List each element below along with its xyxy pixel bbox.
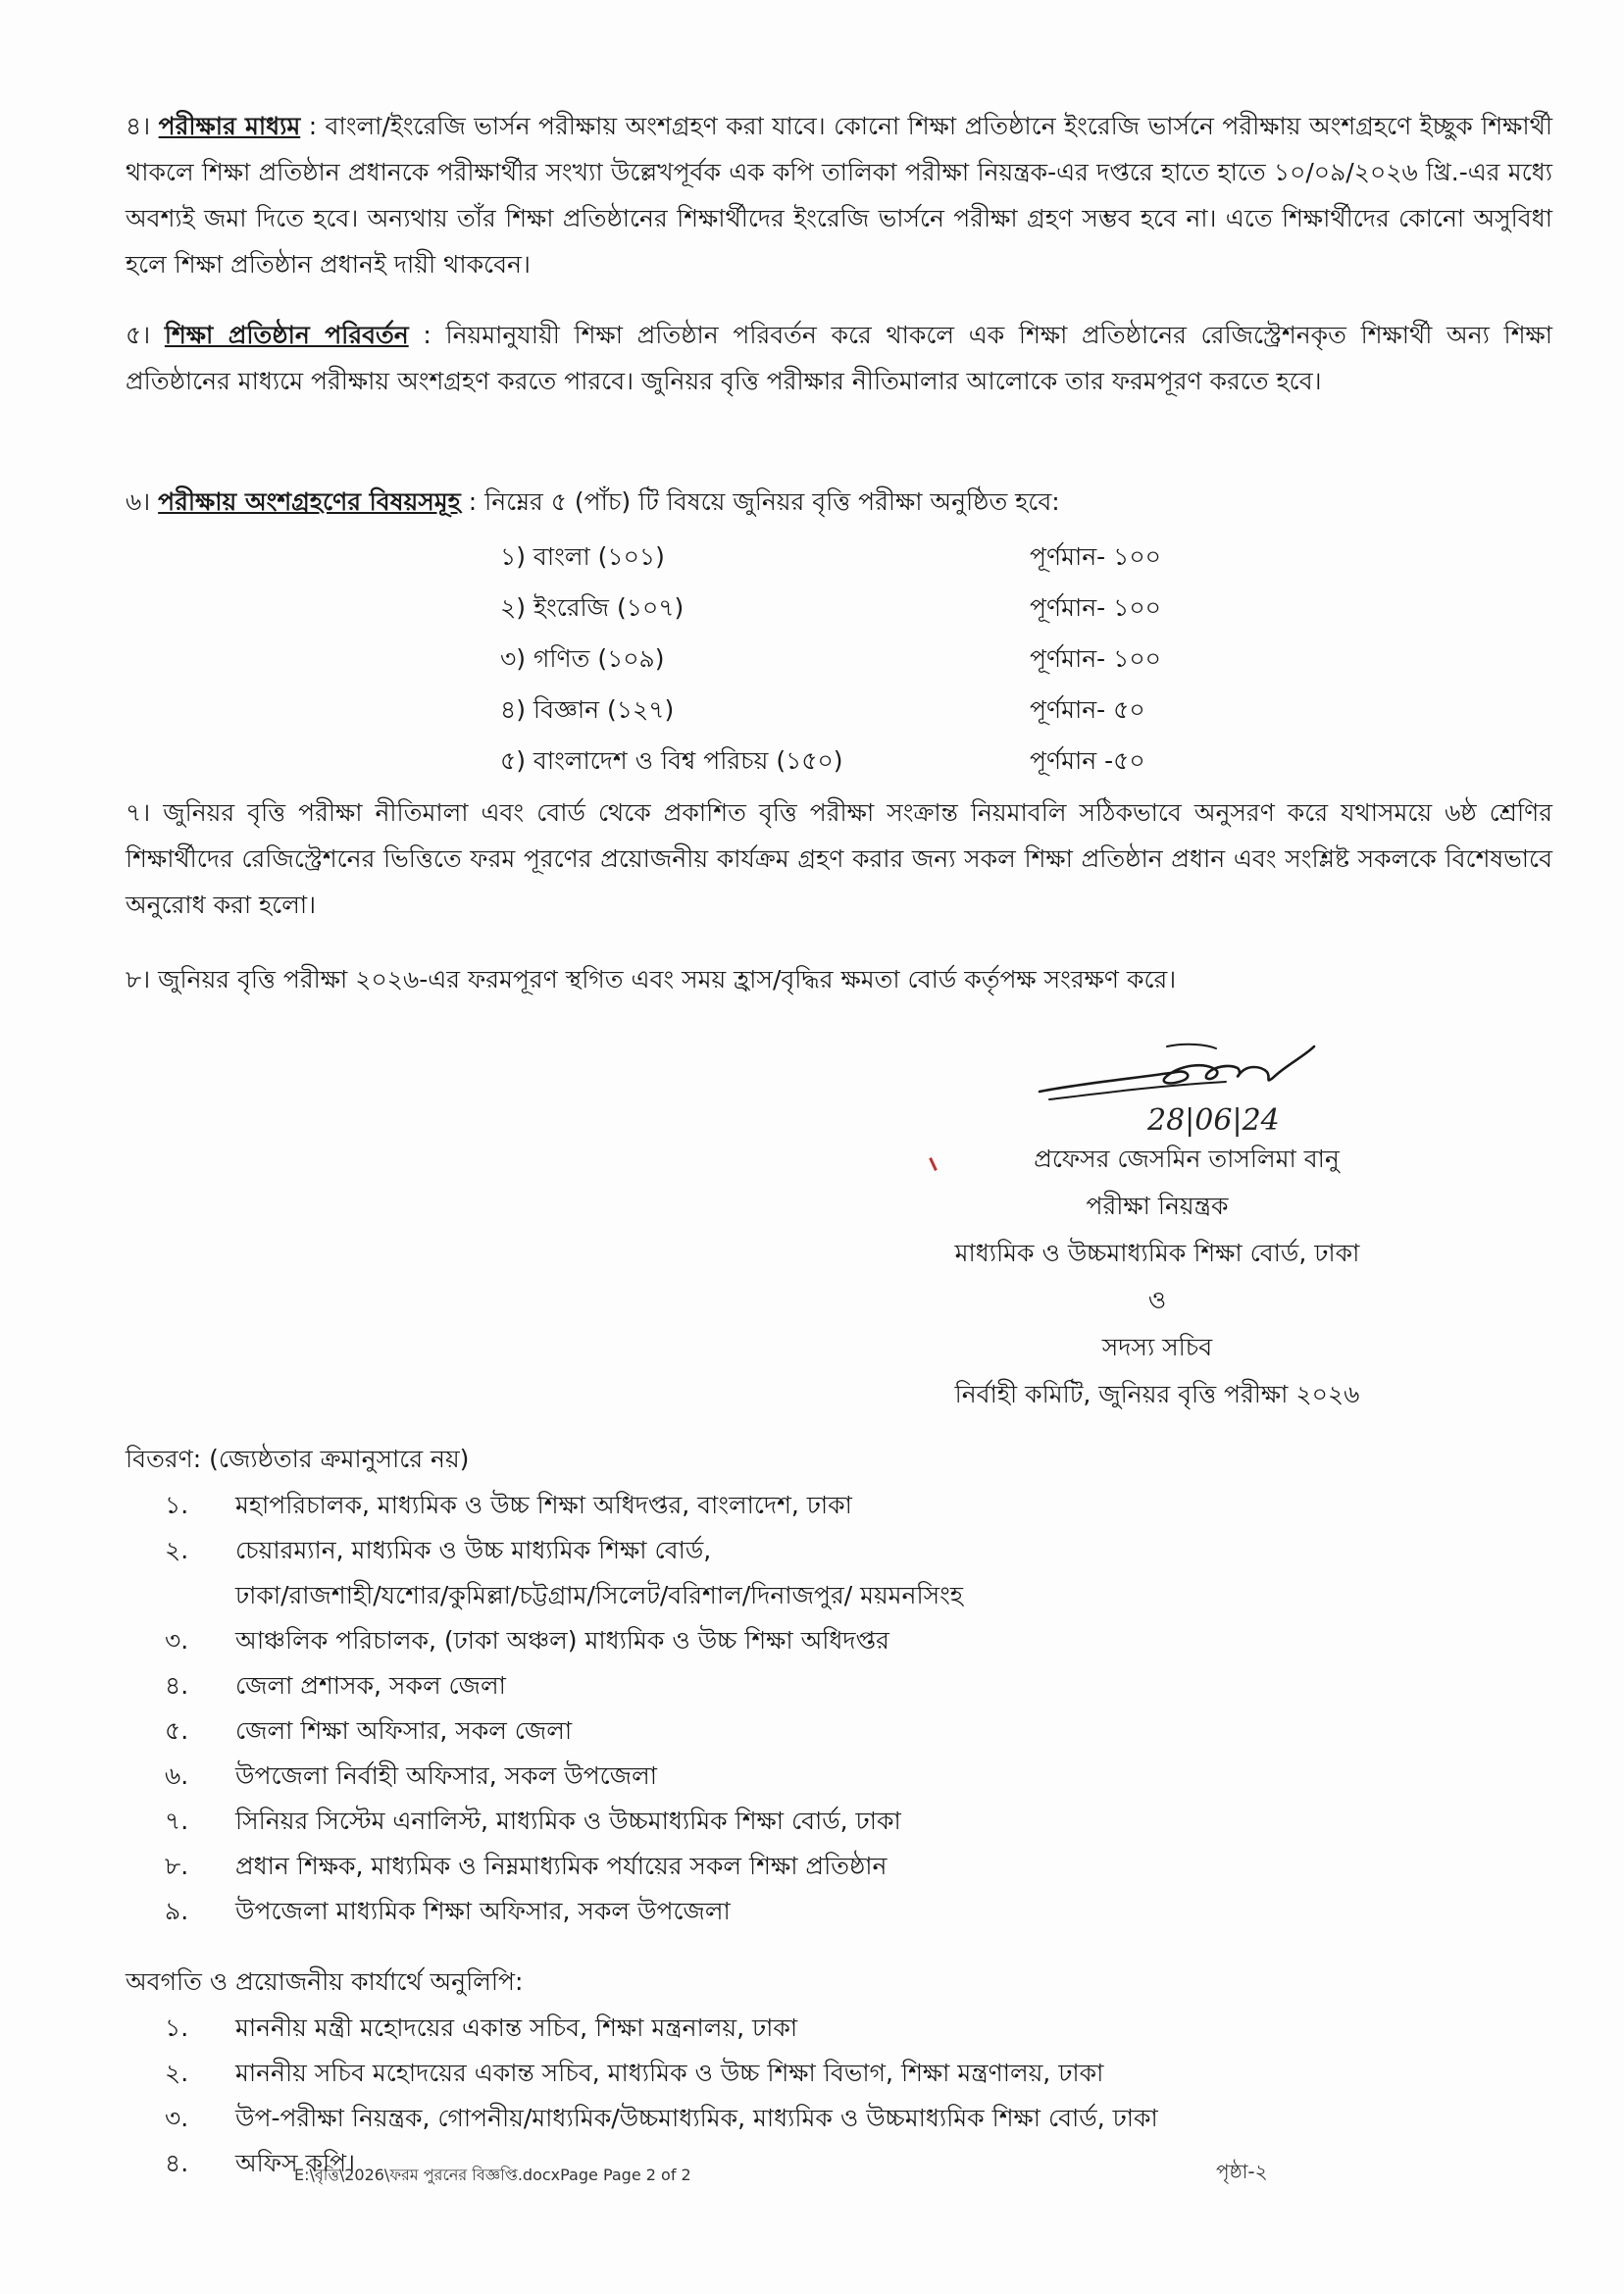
clause-number: ৪। <box>126 112 151 140</box>
handwritten-signature <box>1020 1035 1334 1143</box>
clause-heading: পরীক্ষার মাধ্যম <box>158 112 301 140</box>
list-item <box>165 2051 1538 2096</box>
subjects-list <box>500 532 1206 787</box>
clause-5 <box>126 312 1552 404</box>
item-number: ৩. <box>165 2104 189 2132</box>
item-number: ৯. <box>165 1897 189 1925</box>
clause-8 <box>126 956 1552 1002</box>
subject-marks: পূর্ণমান- ১০০ <box>1030 644 1161 673</box>
item-number: ৮. <box>165 1852 189 1880</box>
item-number: ৪. <box>165 1671 189 1700</box>
signatory-block <box>863 1136 1451 1418</box>
clause-number: ৫। <box>126 321 151 349</box>
item-text: সিনিয়র সিস্টেম এনালিস্ট, মাধ্যমিক ও উচ্চমাধ্যমিক শিক্ষা বোর্ড, ঢাকা <box>235 1807 901 1835</box>
signatory-title: পরীক্ষা নিয়ন্ত্রক <box>1086 1192 1229 1220</box>
subject-marks: পূর্ণমান- ১০০ <box>1030 593 1161 622</box>
clause-4 <box>126 103 1552 287</box>
page-number: পৃষ্ঠা-২ <box>1216 2160 1268 2183</box>
list-item <box>165 1799 1538 1844</box>
copies-list <box>165 2006 1538 2186</box>
subject-name: ১) বাংলা (১০১) <box>500 542 665 571</box>
item-text: জেলা প্রশাসক, সকল জেলা <box>235 1671 506 1700</box>
clause-7 <box>126 790 1552 928</box>
item-number: ৩. <box>165 1626 189 1655</box>
signature-date: 28|06|24 <box>1147 1103 1280 1138</box>
clause-text: : বাংলা/ইংরেজি ভার্সন পরীক্ষায় অংশগ্রহণ করা যাবে। কোনো শিক্ষা প্রতিষ্ঠানে ইংরেজি ভার্সনে পরীক্ষায় অংশগ্রহণে ইচ্ছুক শিক্ষার্থী থাকলে শিক্ষা প্রতিষ্ঠান প্রধানকে পরীক্ষার্থীর সংখ্যা উল্লেখপূর্বক এক কপি তালিকা পরীক্ষা নিয়ন্ত্রক-এর দপ্তরে হাতে হাতে ১০/০৯/২০২৬ খ্রি.-এর মধ্যে অবশ্যই জমা দিতে হবে। অন্যথায় তাঁর শিক্ষা প্রতিষ্ঠানের শিক্ষার্থীদের ইংরেজি ভার্সনে পরীক্ষা গ্রহণ সম্ভব হবে না। এতে শিক্ষার্থীদের কোনো অসুবিধা হলে শিক্ষা প্রতিষ্ঠান প্রধানই দায়ী থাকবেন। <box>126 112 1553 279</box>
subject-name: ৩) গণিত (১০৯) <box>500 644 665 673</box>
subject-marks: পূর্ণমান- ৫০ <box>1030 695 1145 724</box>
item-text: আঞ্চলিক পরিচালক, (ঢাকা অঞ্চল) মাধ্যমিক ও উচ্চ শিক্ষা অধিদপ্তর <box>235 1626 889 1655</box>
subject-row <box>500 736 1206 787</box>
subject-row <box>500 685 1206 736</box>
item-number <box>165 1573 235 1618</box>
signatory-committee: নির্বাহী কমিটি, জুনিয়র বৃত্তি পরীক্ষা ২০২৬ <box>954 1380 1360 1408</box>
clause-6 <box>126 479 1552 525</box>
item-number: ৬. <box>165 1761 189 1790</box>
item-text: মাননীয় মন্ত্রী মহোদয়ের একান্ত সচিব, শিক্ষা মন্ত্রনালয়, ঢাকা <box>235 2014 798 2042</box>
item-number: ১. <box>165 2014 189 2042</box>
item-text: মহাপরিচালক, মাধ্যমিক ও উচ্চ শিক্ষা অধিদপ্তর, বাংলাদেশ, ঢাকা <box>235 1491 852 1519</box>
item-text: চেয়ারম্যান, মাধ্যমিক ও উচ্চ মাধ্যমিক শিক্ষা বোর্ড, <box>235 1536 712 1564</box>
item-text: জেলা শিক্ষা অফিসার, সকল জেলা <box>235 1716 573 1745</box>
item-number: ৫. <box>165 1716 189 1745</box>
clause-text: : নিম্নের ৫ (পাঁচ) টি বিষয়ে জুনিয়র বৃত্তি পরীক্ষা অনুষ্ঠিত হবে: <box>468 487 1060 516</box>
subject-row <box>500 583 1206 634</box>
item-text: ঢাকা/রাজশাহী/যশোর/কুমিল্লা/চট্টগ্রাম/সিলেট/বরিশাল/দিনাজপুর/ ময়মনসিংহ <box>235 1581 964 1609</box>
clause-number: ৮। <box>126 965 151 994</box>
item-text: অফিস কপি। <box>235 2149 356 2177</box>
clause-heading: শিক্ষা প্রতিষ্ঠান পরিবর্তন <box>164 321 409 349</box>
list-item <box>165 1754 1538 1799</box>
distribution-list <box>165 1483 1538 1934</box>
item-text: মাননীয় সচিব মহোদয়ের একান্ত সচিব, মাধ্যমিক ও উচ্চ শিক্ষা বিভাগ, শিক্ষা মন্ত্রণালয়, ঢাকা <box>235 2059 1104 2087</box>
clause-text: : নিয়মানুযায়ী শিক্ষা প্রতিষ্ঠান পরিবর্তন করে থাকলে এক শিক্ষা প্রতিষ্ঠানের রেজিস্ট্রেশনকৃত শিক্ষার্থী অন্য শিক্ষা প্রতিষ্ঠানের মাধ্যমে পরীক্ষায় অংশগ্রহণ করতে পারবে। জুনিয়র বৃত্তি পরীক্ষার নীতিমালার আলোকে তার ফরমপূরণ করতে হবে। <box>126 321 1553 395</box>
list-item <box>165 1618 1538 1663</box>
copies-title: অবগতি ও প্রয়োজনীয় কার্যার্থে অনুলিপি: <box>126 1967 524 1996</box>
distribution-title: বিতরণ: (জ্যেষ্ঠতার ক্রমানুসারে নয়) <box>126 1445 470 1473</box>
item-number: ১. <box>165 1491 189 1519</box>
list-item <box>165 1483 1538 1528</box>
item-text: উপজেলা নির্বাহী অফিসার, সকল উপজেলা <box>235 1761 657 1790</box>
list-item <box>165 2096 1538 2141</box>
clause-text: জুনিয়র বৃত্তি পরীক্ষা ২০২৬-এর ফরমপূরণ স্থগিত এবং সময় হ্রাস/বৃদ্ধির ক্ষমতা বোর্ড কর্তৃপক্ষ সংরক্ষণ করে। <box>158 965 1177 994</box>
item-text: উপ-পরীক্ষা নিয়ন্ত্রক, গোপনীয়/মাধ্যমিক/উচ্চমাধ্যমিক, মাধ্যমিক ও উচ্চমাধ্যমিক শিক্ষা বোর্ড, ঢাকা <box>235 2104 1158 2132</box>
item-number: ২. <box>165 2059 189 2087</box>
subject-name: ৫) বাংলাদেশ ও বিশ্ব পরিচয় (১৫০) <box>500 746 843 775</box>
item-text: প্রধান শিক্ষক, মাধ্যমিক ও নিম্নমাধ্যমিক পর্যায়ের সকল শিক্ষা প্রতিষ্ঠান <box>235 1852 888 1880</box>
clause-text: জুনিয়র বৃত্তি পরীক্ষা নীতিমালা এবং বোর্ড থেকে প্রকাশিত বৃত্তি পরীক্ষা সংক্রান্ত নিয়মাবলি সঠিকভাবে অনুসরণ করে যথাসময়ে ৬ষ্ঠ শ্রেণির শিক্ষার্থীদের রেজিস্ট্রেশনের ভিত্তিতে ফরম পূরণের প্রয়োজনীয় কার্যক্রম গ্রহণ করার জন্য সকল শিক্ষা প্রতিষ্ঠান প্রধান এবং সংশ্লিষ্ট সকলকে বিশেষভাবে অনুরোধ করা হলো। <box>126 798 1552 919</box>
subject-row <box>500 634 1206 685</box>
list-item <box>165 2006 1538 2051</box>
clause-number: ৬। <box>126 487 151 516</box>
list-item <box>165 1889 1538 1934</box>
item-number: ৭. <box>165 1807 189 1835</box>
subject-marks: পূর্ণমান- ১০০ <box>1030 542 1161 571</box>
clause-number: ৭। <box>126 798 151 827</box>
clause-heading: পরীক্ষায় অংশগ্রহণের বিষয়সমূহ <box>158 487 461 516</box>
list-item <box>165 1844 1538 1889</box>
list-item <box>165 1708 1538 1754</box>
list-item <box>165 1528 1538 1573</box>
signatory-name: প্রফেসর জেসমিন তাসলিমা বানু <box>1034 1145 1340 1173</box>
subject-marks: পূর্ণমান -৫০ <box>1030 746 1145 775</box>
item-number: ২. <box>165 1536 189 1564</box>
item-text: উপজেলা মাধ্যমিক শিক্ষা অফিসার, সকল উপজেলা <box>235 1897 731 1925</box>
signatory-organization: মাধ্যমিক ও উচ্চমাধ্যমিক শিক্ষা বোর্ড, ঢাকা <box>954 1239 1360 1267</box>
subject-name: ২) ইংরেজি (১০৭) <box>500 593 685 622</box>
list-item <box>165 1663 1538 1708</box>
subject-name: ৪) বিজ্ঞান (১২৭) <box>500 695 675 724</box>
file-path-footer: E:\বৃত্তি\2026\ফরম পুরনের বিজ্ঞপ্তি.docxPage Page 2 of 2 <box>294 2166 691 2184</box>
signatory-conjunction: ও <box>1147 1286 1167 1314</box>
signatory-title-2: সদস্য সচিব <box>1101 1333 1213 1361</box>
list-item <box>165 1573 1538 1618</box>
subject-row <box>500 532 1206 583</box>
item-number: ৪. <box>165 2149 189 2177</box>
